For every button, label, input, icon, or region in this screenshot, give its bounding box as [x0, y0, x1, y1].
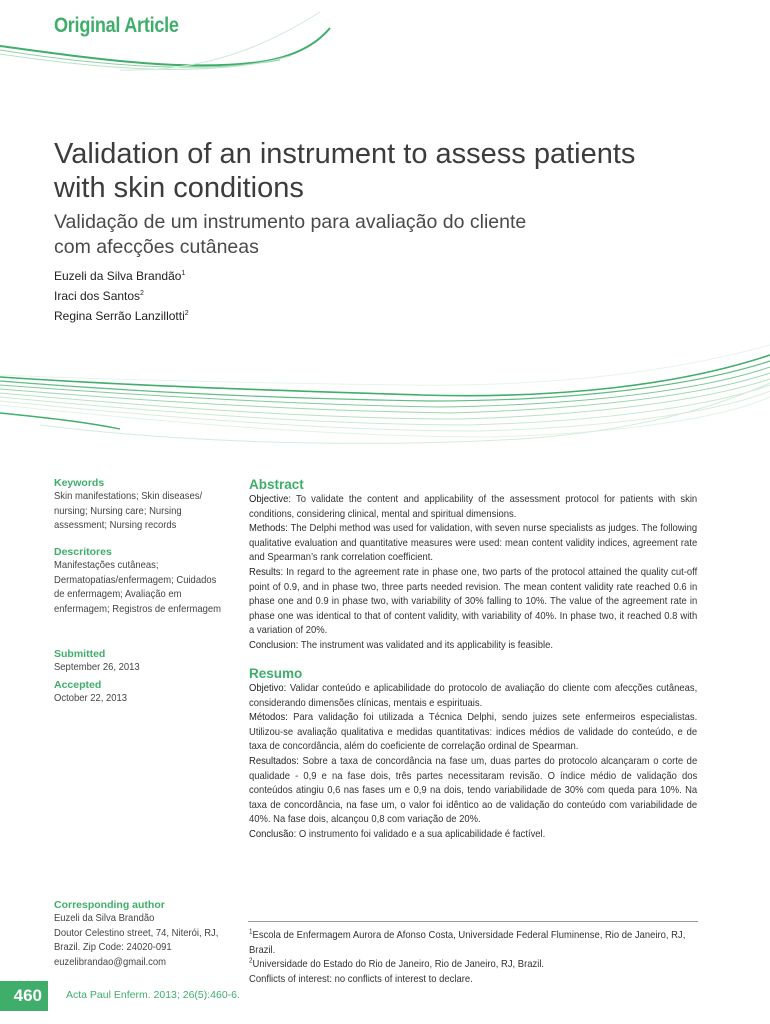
corresponding-address: Doutor Celestino street, 74, Niterói, RJ, Brazil. Zip Code: 24020-091 — [54, 926, 219, 954]
objective-text: To validate the content and applicability of the assessment protocol for patients with skin conditions, considering clinical, mental and spiritual dimensions. — [249, 493, 698, 520]
resumo-resultados — [249, 754, 697, 827]
conclusao-label: Conclusão: — [249, 827, 297, 840]
resumo-metodos — [249, 710, 697, 754]
conflicts-text: no conflicts of interest to declare. — [334, 972, 473, 985]
conflicts-label: Conflicts of interest: — [249, 972, 332, 985]
abstract-objective — [249, 492, 697, 521]
footnote-divider — [248, 921, 698, 922]
affiliation-mark: 1 — [249, 928, 253, 936]
submitted-date: September 26, 2013 — [54, 661, 140, 673]
accepted-heading: Accepted — [54, 678, 102, 691]
methods-text: The Delphi method was used for validation, with seven nurse specialists as judges. The following qualitative evaluation and quantitative measures were used: mean content validity indices, agreement rate and Spearman’s rank correlation coefficient. — [249, 522, 698, 564]
affiliation-mark: 2 — [249, 957, 253, 965]
keywords-heading: Keywords — [54, 477, 105, 489]
abstract-methods — [249, 521, 697, 565]
article-subtitle: Validação de um instrumento para avaliação do cliente com afecções cutâneas — [54, 211, 527, 258]
results-text: In regard to the agreement rate in phase one, two parts of the protocol attained the quality cut-off point of 0.9, and in phase two, three parts needed revision. The mean content validity rate reached 0.6 in phase one and 0.9 in phase two, with variability of 30% falling to 10%. The value of the agreement rate in phase one was identical to that of content validity, with variability of 40%. In phase two, it reached 0.8 with a variation of 20%. — [249, 565, 698, 637]
author-name: Iraci dos Santos — [54, 289, 141, 303]
metodos-label: Métodos: — [249, 711, 288, 724]
accepted-date: October 22, 2013 — [54, 691, 128, 704]
methods-label: Methods: — [249, 522, 288, 535]
objetivo-label: Objetivo: — [249, 682, 287, 694]
affiliation-text: Universidade do Estado do Rio de Janeiro, Rio de Janeiro, RJ, Brazil. — [252, 958, 545, 971]
objetivo-text: Validar conteúdo e aplicabilidade do protocolo de avaliação do cliente com afecções cutâneas, considerando dimensões clínicas, mentais e espirituais. — [249, 682, 698, 709]
wave-band-decoration — [0, 335, 770, 455]
author-name: Regina Serrão Lanzillotti — [54, 309, 185, 323]
resultados-text: Sobre a taxa de concordância na fase um, duas partes do protocolo alcançaram o corte de qualidade - 0,9 e na fase dois, três partes necessitaram revisão. O índice médio de validação dos conteúdos atingiu 0,6 nas fases um e 0,9 na dois, tendo variabilidade de 30% com queda para 10%. Na taxa de concordância, na fase um, o valor foi idêntico ao de validação do conteúdo com variabilidade de 40%. Na fase dois, alcançou 0,8 com variação de 20%. — [249, 754, 698, 826]
header-wave-decoration — [0, 0, 770, 80]
footnotes — [249, 928, 747, 986]
author-affiliation-mark: 1 — [181, 270, 186, 277]
conclusion-label: Conclusion: — [249, 638, 299, 651]
resumo-heading: Resumo — [249, 666, 303, 681]
submitted-heading: Submitted — [54, 648, 106, 660]
sidebar-descritores-block — [54, 546, 240, 616]
journal-citation: Acta Paul Enferm. 2013; 26(5):460-6. — [66, 989, 240, 1001]
conclusao-text: O instrumento foi validado e a sua aplicabilidade é factível. — [298, 827, 546, 840]
article-title: Validation of an instrument to assess patients with skin conditions — [54, 138, 636, 204]
corresponding-name: Euzeli da Silva Brandão — [54, 912, 155, 924]
abstract-section — [249, 477, 747, 653]
author-3 — [54, 306, 189, 326]
keywords-text: Skin manifestations; Skin diseases/ nursing; Nursing care; Nursing assessment; Nursing records — [54, 490, 203, 532]
author-affiliation-mark: 2 — [184, 310, 189, 317]
affiliation-1 — [249, 928, 697, 957]
author-list — [54, 266, 189, 326]
affiliation-text: Escola de Enfermagem Aurora de Afonso Costa, Universidade Federal Fluminense, Rio de Janeiro, RJ, Brazil. — [249, 929, 686, 956]
author-affiliation-mark: 2 — [140, 290, 144, 297]
descritores-heading: Descritores — [54, 546, 112, 558]
affiliation-2 — [249, 957, 697, 972]
sidebar-dates-block — [54, 648, 240, 705]
abstract-results — [249, 565, 697, 638]
abstract-heading: Abstract — [249, 477, 304, 492]
sidebar-keywords-block — [54, 477, 240, 533]
resumo-objetivo — [249, 681, 697, 710]
conclusion-text: The instrument was validated and its applicability is feasible. — [300, 638, 553, 651]
corresponding-email: euzelibrandao@gmail.com — [54, 955, 167, 968]
corresponding-heading: Corresponding author — [54, 899, 165, 911]
article-type-label: Original Article — [54, 14, 179, 37]
resultados-label: Resultados: — [249, 754, 299, 767]
resumo-section — [249, 666, 747, 842]
objective-label: Objective: — [249, 493, 292, 505]
author-1 — [54, 266, 189, 286]
author-name: Euzeli da Silva Brandão — [54, 269, 182, 283]
conflicts-of-interest — [249, 972, 697, 987]
page-number: 460 — [0, 981, 48, 1011]
metodos-text: Para validação foi utilizada a Técnica Delphi, sendo juizes sete enfermeiros especialistas. Utilizou-se avaliação qualitativa e medidas quantitativas: indices médios de validade do conteúdo, e de taxa de concordância, além do coeficiente de correlação ordinal de Spearman. — [249, 711, 698, 753]
descritores-text: Manifestações cutâneas; Dermatopatias/enfermagem; Cuidados de enfermagem; Avaliação em enfermagem; Registros de enfermagem — [54, 559, 222, 615]
resumo-conclusao — [249, 827, 697, 842]
corresponding-author-block — [54, 899, 240, 969]
abstract-conclusion — [249, 638, 697, 653]
results-label: Results: — [249, 565, 284, 578]
author-2 — [54, 286, 189, 306]
